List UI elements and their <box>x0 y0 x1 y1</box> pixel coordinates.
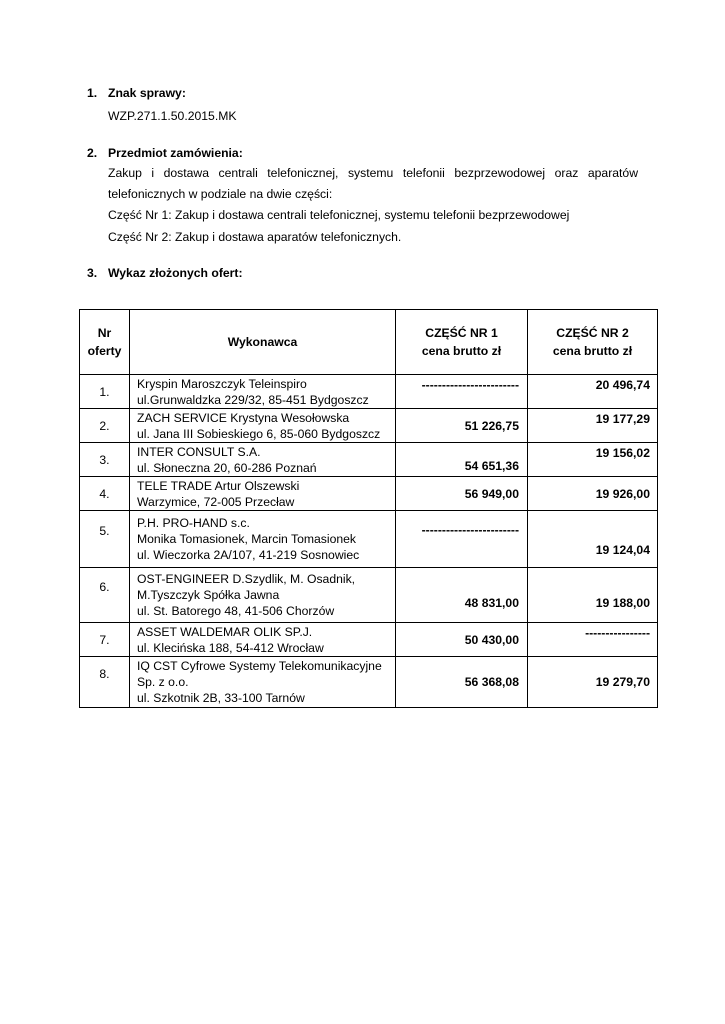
table-row <box>80 477 658 511</box>
part-2-price: 19 177,29 <box>528 409 658 443</box>
row-number: 1. <box>80 375 130 409</box>
part-2-price: 19 124,04 <box>528 511 658 568</box>
subject-line-2: telefonicznych w podziale na dwie części: <box>108 187 333 201</box>
subject-part-2: Część Nr 2: Zakup i dostawa aparatów telefonicznych. <box>108 230 402 244</box>
row-number: 8. <box>80 657 130 708</box>
header-contractor: Wykonawca <box>130 310 396 375</box>
contractor-cell: ASSET WALDEMAR OLIK SP.J. ul. Klecińska 188, 54-412 Wrocław <box>130 623 396 657</box>
header-nr: Nr oferty <box>80 310 130 375</box>
part-1-price: 54 651,36 <box>396 443 528 477</box>
part-1-price: 56 949,00 <box>396 477 528 511</box>
part-1-price: 50 430,00 <box>396 623 528 657</box>
row-number: 3. <box>80 443 130 477</box>
part-2-price: 19 188,00 <box>528 568 658 623</box>
part-1-price: ------------------------ <box>396 511 528 568</box>
contractor-cell: TELE TRADE Artur Olszewski Warzymice, 72-005 Przecław <box>130 477 396 511</box>
part-2-price: 19 279,70 <box>528 657 658 708</box>
table-row <box>80 568 658 623</box>
table-row <box>80 657 658 708</box>
table-row <box>80 511 658 568</box>
table-row <box>80 623 658 657</box>
part-2-price: 20 496,74 <box>528 375 658 409</box>
part-1-price: 48 831,00 <box>396 568 528 623</box>
table-row <box>80 409 658 443</box>
section-1-heading: Znak sprawy: <box>108 86 186 100</box>
contractor-cell: IQ CST Cyfrowe Systemy Telekomunikacyjne Sp. z o.o. ul. Szkotnik 2B, 33-100 Tarnów <box>130 657 396 708</box>
contractor-cell: P.H. PRO-HAND s.c. Monika Tomasionek, Marcin Tomasionek ul. Wieczorka 2A/107, 41-219 Sosnowiec <box>130 511 396 568</box>
offers-table <box>79 309 658 708</box>
part-2-price: 19 926,00 <box>528 477 658 511</box>
part-1-price: 51 226,75 <box>396 409 528 443</box>
row-number: 7. <box>80 623 130 657</box>
contractor-cell: ZACH SERVICE Krystyna Wesołowska ul. Jana III Sobieskiego 6, 85-060 Bydgoszcz <box>130 409 396 443</box>
section-3-heading: Wykaz złożonych ofert: <box>108 266 243 280</box>
contractor-cell: Kryspin Maroszczyk Teleinspiro ul.Grunwaldzka 229/32, 85-451 Bydgoszcz <box>130 375 396 409</box>
section-1-number: 1. <box>87 86 98 100</box>
section-2-heading: Przedmiot zamówienia: <box>108 146 243 160</box>
subject-part-1: Część Nr 1: Zakup i dostawa centrali telefonicznej, systemu telefonii bezprzewodowej <box>108 208 570 222</box>
row-number: 2. <box>80 409 130 443</box>
part-2-price: 19 156,02 <box>528 443 658 477</box>
table-row <box>80 375 658 409</box>
header-part-2: CZĘŚĆ NR 2 cena brutto zł <box>528 310 658 375</box>
row-number: 5. <box>80 511 130 568</box>
table-header-row <box>80 310 658 375</box>
section-3-number: 3. <box>87 266 98 280</box>
section-2-number: 2. <box>87 146 98 160</box>
subject-line-1: Zakup i dostawa centrali telefonicznej, systemu telefonii bezprzewodowej oraz aparatów <box>108 166 638 180</box>
header-part-1: CZĘŚĆ NR 1 cena brutto zł <box>396 310 528 375</box>
part-2-price: ---------------- <box>528 623 658 657</box>
table-row <box>80 443 658 477</box>
row-number: 4. <box>80 477 130 511</box>
part-1-price: 56 368,08 <box>396 657 528 708</box>
contractor-cell: OST-ENGINEER D.Szydlik, M. Osadnik, M.Tyszczyk Spółka Jawna ul. St. Batorego 48, 41-506 Chorzów <box>130 568 396 623</box>
contractor-cell: INTER CONSULT S.A. ul. Słoneczna 20, 60-286 Poznań <box>130 443 396 477</box>
row-number: 6. <box>80 568 130 623</box>
part-1-price: ------------------------ <box>396 375 528 409</box>
case-number: WZP.271.1.50.2015.MK <box>108 109 237 123</box>
